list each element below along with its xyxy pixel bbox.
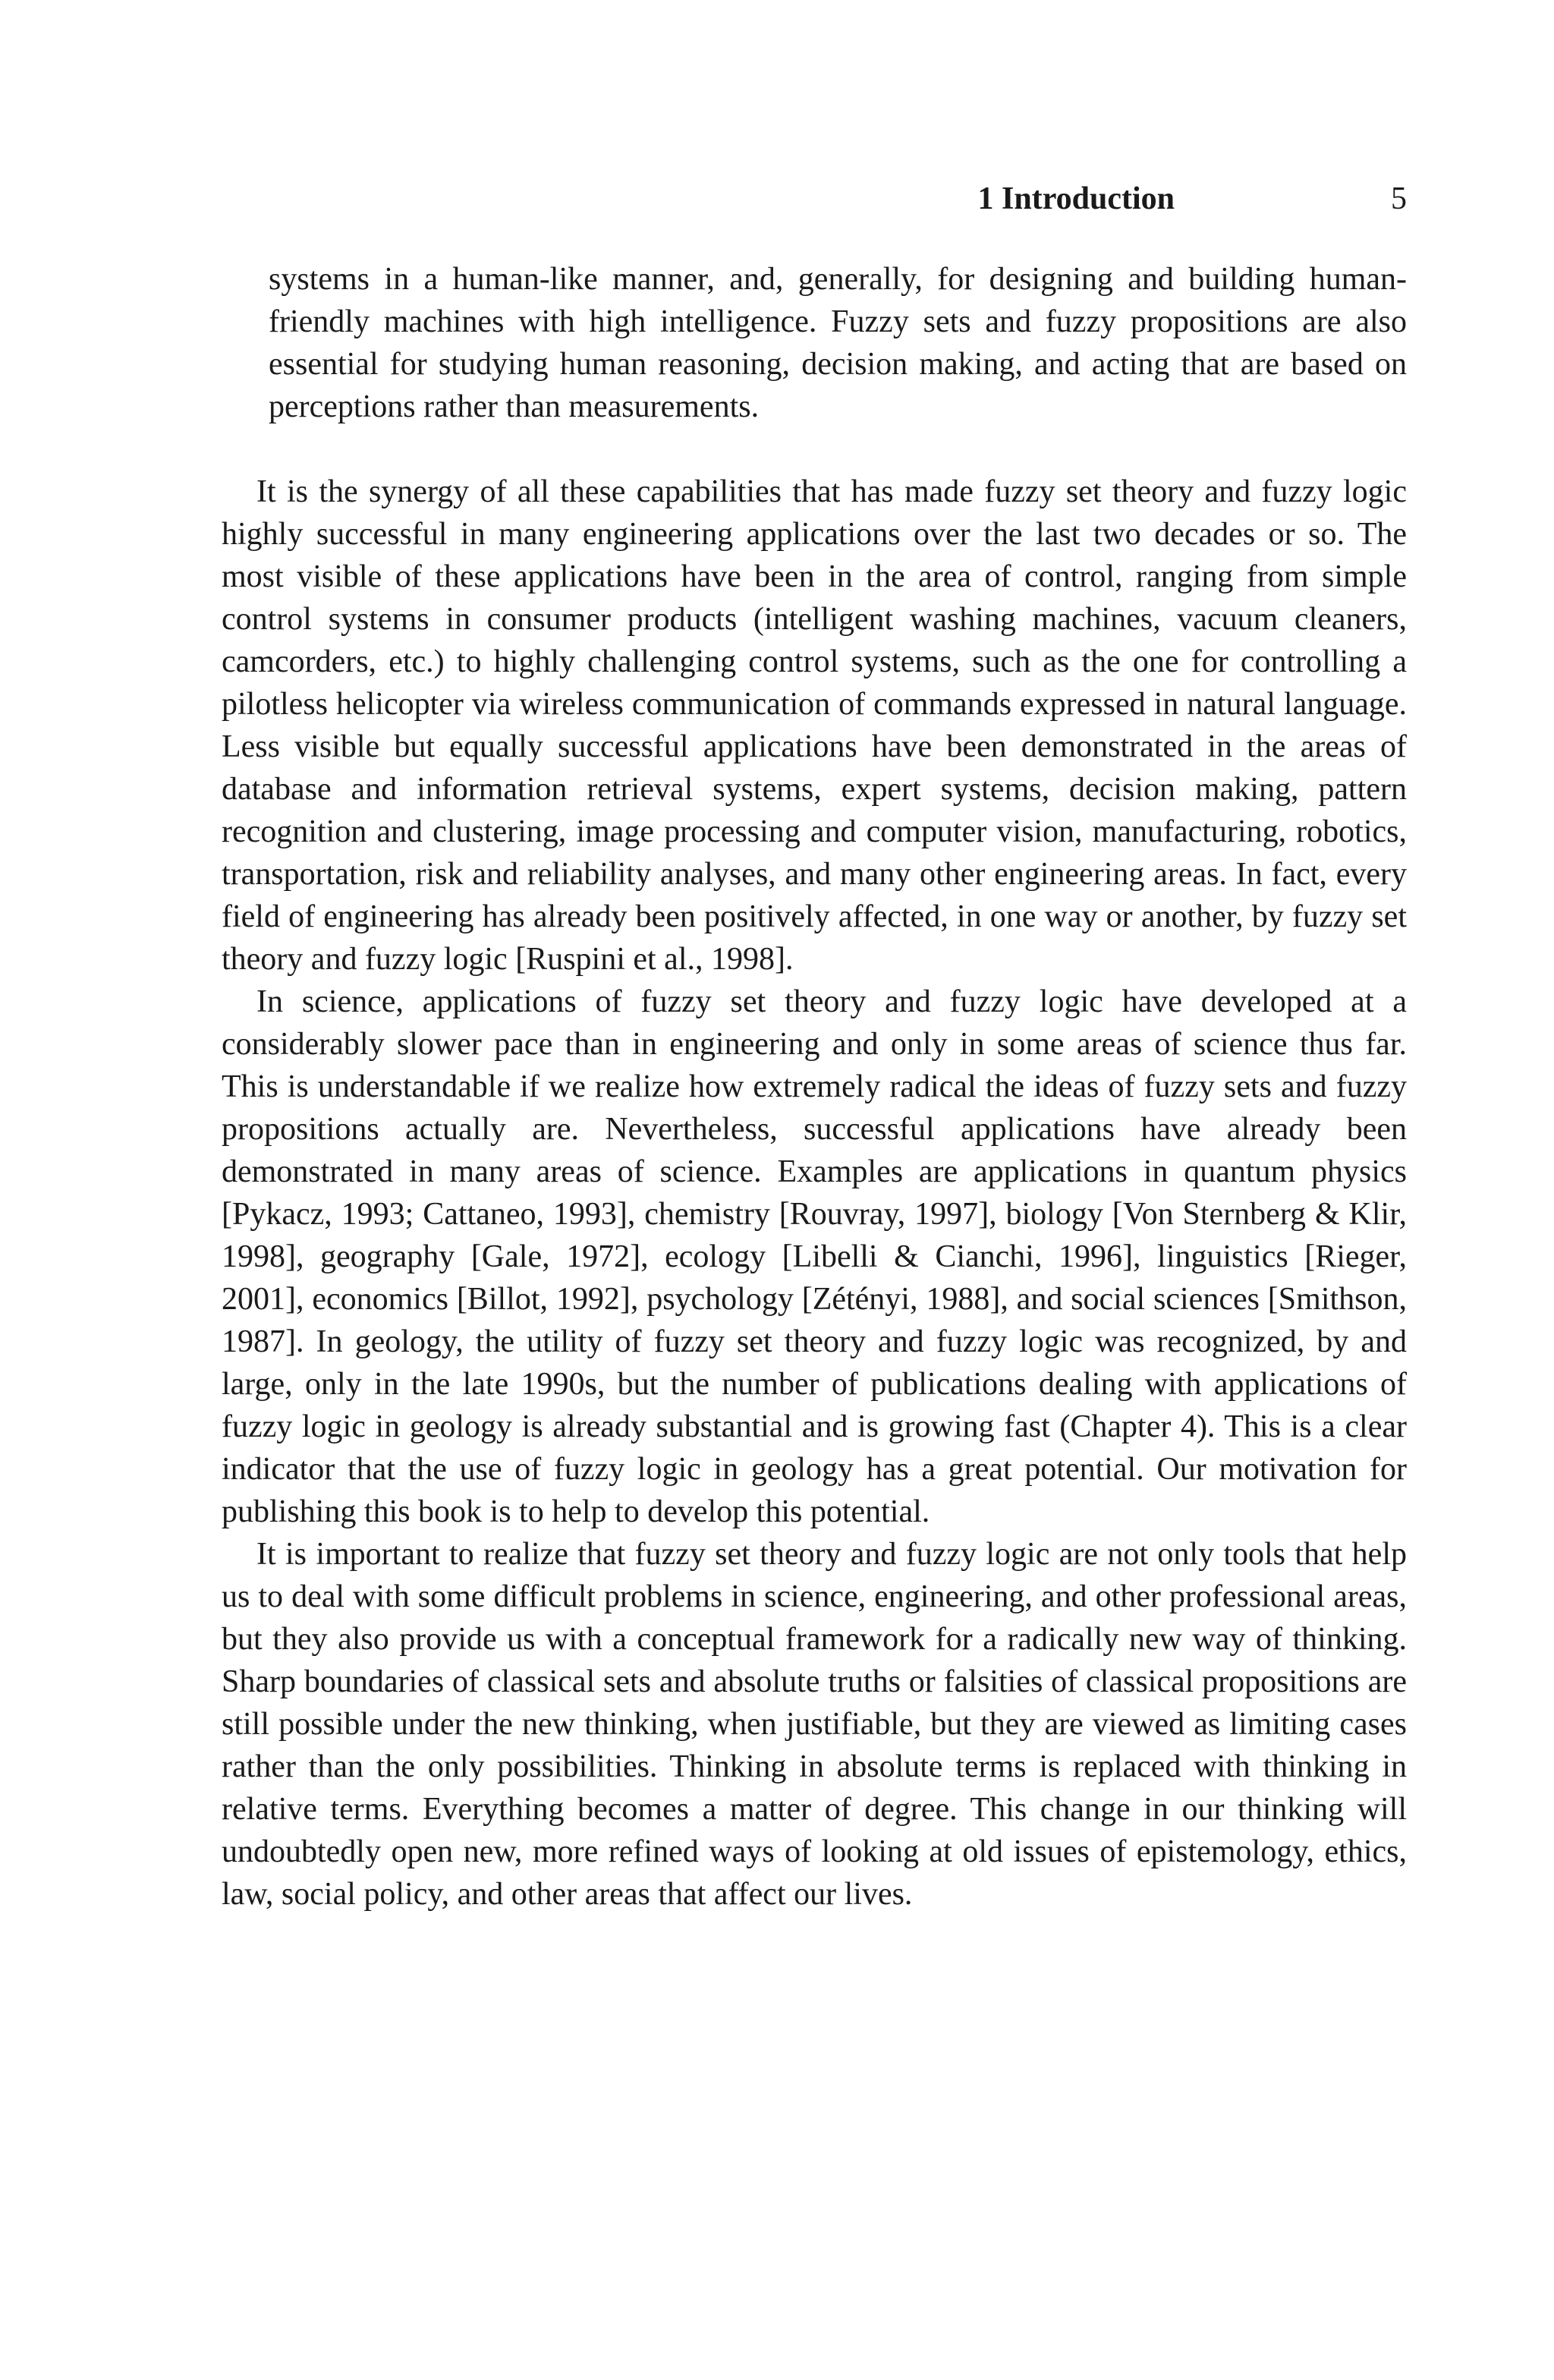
body-text <box>222 258 1407 1916</box>
book-page <box>222 0 1407 2380</box>
paragraph-new-way-of-thinking: It is important to realize that fuzzy set theory and fuzzy logic are not only tools that help us to deal with some difficult problems in science, engineering, and other professional areas, but they also provide us with a conceptual framework for a radically new way of thinking. Sharp boundaries of classical sets and absolute truths or falsities of classical propositions are still possible under the new thinking, when justifiable, but they are viewed as limiting cases rather than the only possibilities. Thinking in absolute terms is replaced with thinking in relative terms. Everything becomes a matter of degree. This change in our thinking will undoubtedly open new, more refined ways of looking at old issues of epistemology, ethics, law, social policy, and other areas that affect our lives. <box>222 1537 1407 1912</box>
paragraph-continued-list-item: systems in a human-like manner, and, generally, for designing and building human-friendly machines with high intelligence. Fuzzy sets and fuzzy propositions are also essential for studying human reasoning, decision making, and acting that are based on perceptions rather than measurements. <box>269 262 1407 424</box>
page-number: 5 <box>1391 181 1407 216</box>
paragraph-engineering-applications: It is the synergy of all these capabilities that has made fuzzy set theory and fuzzy logic highly successful in many engineering applications over the last two decades or so. The most visible of these applications have been in the area of control, ranging from simple control systems in consumer products (intelligent washing machines, vacuum cleaners, camcorders, etc.) to highly challenging control systems, such as the one for controlling a pilotless helicopter via wireless communication of commands expressed in natural language. Less visible but equally successful applications have been demonstrated in the areas of database and information retrieval systems, expert systems, decision making, pattern recognition and clustering, image processing and computer vision, manufacturing, robotics, transportation, risk and reliability analyses, and many other engineering areas. In fact, every field of engineering has already been positively affected, in one way or another, by fuzzy set theory and fuzzy logic [Ruspini et al., 1998]. <box>222 474 1407 977</box>
running-head <box>222 176 1407 222</box>
chapter-title: 1 Introduction <box>977 181 1175 216</box>
paragraph-science-applications: In science, applications of fuzzy set theory and fuzzy logic have developed at a considerably slower pace than in engineering and only in some areas of science thus far. This is understandable if we realize how extremely radical the ideas of fuzzy sets and fuzzy propositions actually are. Nevertheless, successful applications have already been demonstrated in many areas of science. Examples are applications in quantum physics [Pykacz, 1993; Cattaneo, 1993], chemistry [Rouvray, 1997], biology [Von Sternberg & Klir, 1998], geography [Gale, 1972], ecology [Libelli & Cianchi, 1996], linguistics [Rieger, 2001], economics [Billot, 1992], psychology [Zétényi, 1988], and social sciences [Smithson, 1987]. In geology, the utility of fuzzy set theory and fuzzy logic was recognized, by and large, only in the late 1990s, but the number of publications dealing with applications of fuzzy logic in geology is already substantial and is growing fast (Chapter 4). This is a clear indicator that the use of fuzzy logic in geology has a great potential. Our motivation for publishing this book is to help to develop this potential. <box>222 984 1407 1529</box>
